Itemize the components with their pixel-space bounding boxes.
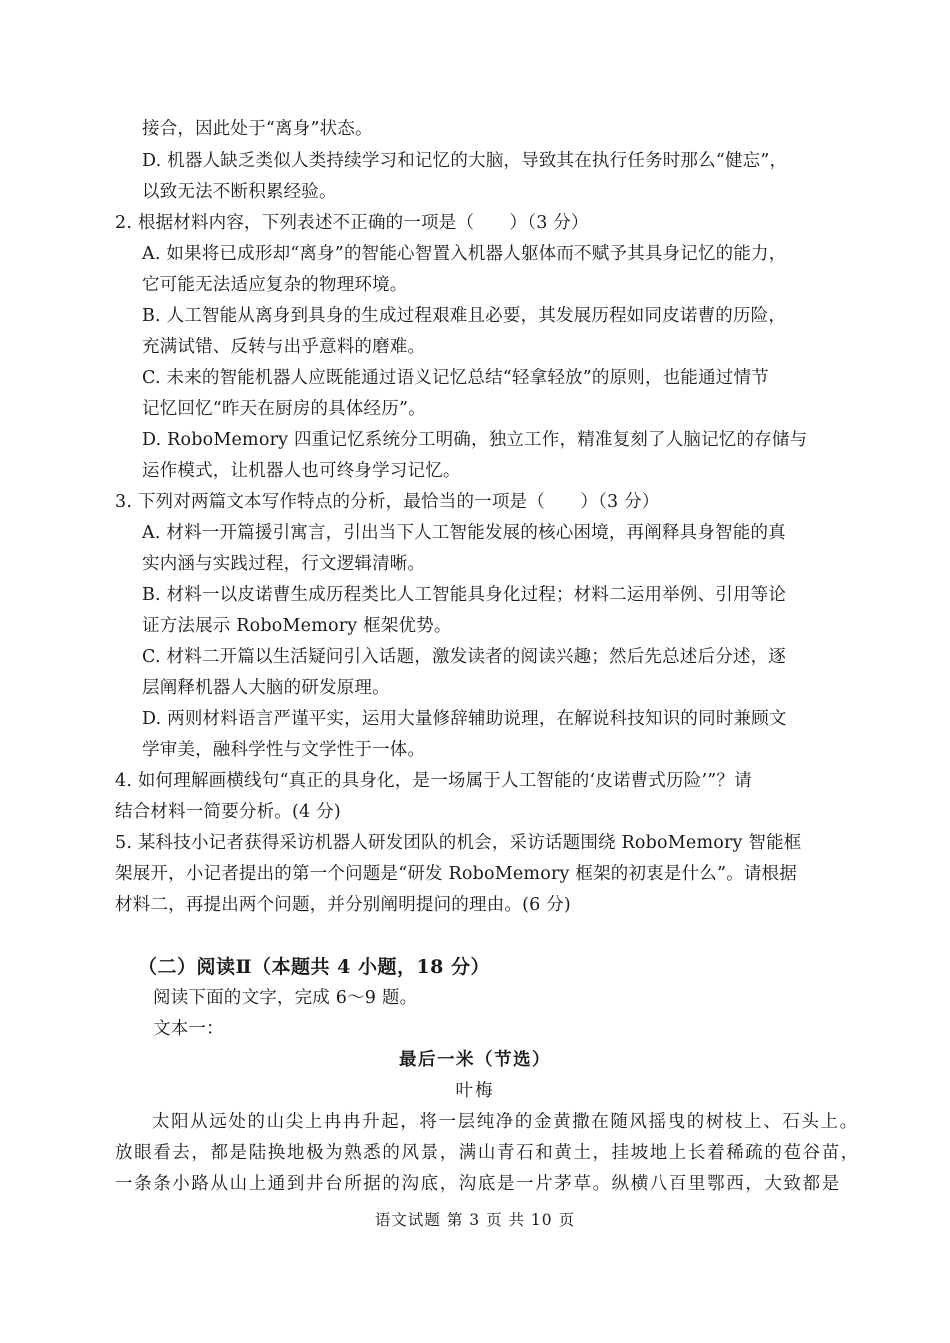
q2-option-d: D. RoboMemory 四重记忆系统分工明确，独立工作，精准复刻了人脑记忆的存储与: [142, 430, 808, 450]
q1-option-d: D. 机器人缺乏类似人类持续学习和记忆的大脑，导致其在执行任务时那么“健忘”，: [142, 151, 788, 171]
q2-option-c-cont: 记忆回忆“昨天在厨房的具体经历”。: [142, 399, 426, 419]
q2-option-b-cont: 充满试错、反转与出乎意料的磨难。: [142, 337, 426, 357]
q5-stem-cont-1: 架展开，小记者提出的第一个问题是“研发 RoboMemory 框架的初衷是什么”。请根据: [115, 864, 797, 884]
q3-option-b: B. 材料一以皮诺曹生成历程类比人工智能具身化过程；材料二运用举例、引用等论: [142, 585, 787, 605]
q3-option-b-cont: 证方法展示 RoboMemory 框架优势。: [142, 616, 452, 636]
passage-author: 叶梅: [455, 1081, 495, 1101]
text-label: 文本一：: [153, 1019, 224, 1039]
passage-title: 最后一米（节选）: [399, 1050, 551, 1070]
continuation-line: 接合，因此处于“离身”状态。: [142, 119, 373, 139]
passage-paragraph-line: 放眼看去，都是陆换地极为熟悉的风景，满山青石和黄土，挂坡地上长着稀疏的苞谷苗，: [115, 1143, 860, 1163]
q3-option-a: A. 材料一开篇援引寓言，引出当下人工智能发展的核心困境，再阐释具身智能的真: [142, 523, 786, 543]
q3-option-d-cont: 学审美，融科学性与文学性于一体。: [142, 740, 426, 760]
q4-stem: 4. 如何理解画横线句“真正的具身化，是一场属于人工智能的‘皮诺曹式历险’”？请: [115, 771, 752, 791]
q3-option-a-cont: 实内涵与实践过程，行文逻辑清晰。: [142, 554, 426, 574]
section-instruction: 阅读下面的文字，完成 6～9 题。: [153, 988, 418, 1008]
q3-option-c-cont: 层阐释机器人大脑的研发原理。: [142, 678, 390, 698]
q3-option-d: D. 两则材料语言严谨平实，运用大量修辞辅助说理，在解说科技知识的同时兼顾文: [142, 709, 787, 729]
q2-option-d-cont: 运作模式，让机器人也可终身学习记忆。: [142, 461, 461, 481]
section-heading: （二）阅读Ⅱ（本题共 4 小题，18 分）: [138, 956, 491, 978]
q5-stem-cont-2: 材料二，再提出两个问题，并分别阐明提问的理由。(6 分): [115, 895, 571, 915]
q5-stem: 5. 某科技小记者获得采访机器人研发团队的机会，采访话题围绕 RoboMemory 智能框: [115, 833, 802, 853]
q3-stem: 3. 下列对两篇文本写作特点的分析，最恰当的一项是（ ）（3 分）: [115, 492, 660, 512]
q1-option-d-cont: 以致无法不断积累经验。: [142, 182, 337, 202]
passage-paragraph-line: 太阳从远处的山尖上冉冉升起，将一层纯净的金黄撒在随风摇曳的树枝上、石头上。: [152, 1112, 859, 1132]
q2-option-c: C. 未来的智能机器人应既能通过语义记忆总结“轻拿轻放”的原则，也能通过情节: [142, 368, 769, 388]
q3-option-c: C. 材料二开篇以生活疑问引入话题，激发读者的阅读兴趣；然后先总述后分述，逐: [142, 647, 786, 667]
q2-option-a: A. 如果将已成形却“离身”的智能心智置入机器人躯体而不赋予其具身记忆的能力，: [142, 244, 787, 264]
passage-paragraph-line: 一条条小路从山上通到井台所据的沟底，沟底是一片茅草。纵横八百里鄂西，大致都是: [115, 1174, 841, 1194]
q2-stem: 2. 根据材料内容，下列表述不正确的一项是（ ）（3 分）: [115, 213, 589, 233]
page-footer: 语文试题 第 3 页 共 10 页: [374, 1211, 576, 1229]
q2-option-a-cont: 它可能无法适应复杂的物理环境。: [142, 275, 408, 295]
q4-stem-cont: 结合材料一简要分析。(4 分): [115, 802, 341, 822]
q2-option-b: B. 人工智能从离身到具身的生成过程艰难且必要，其发展历程如同皮诺曹的历险，: [142, 306, 787, 326]
